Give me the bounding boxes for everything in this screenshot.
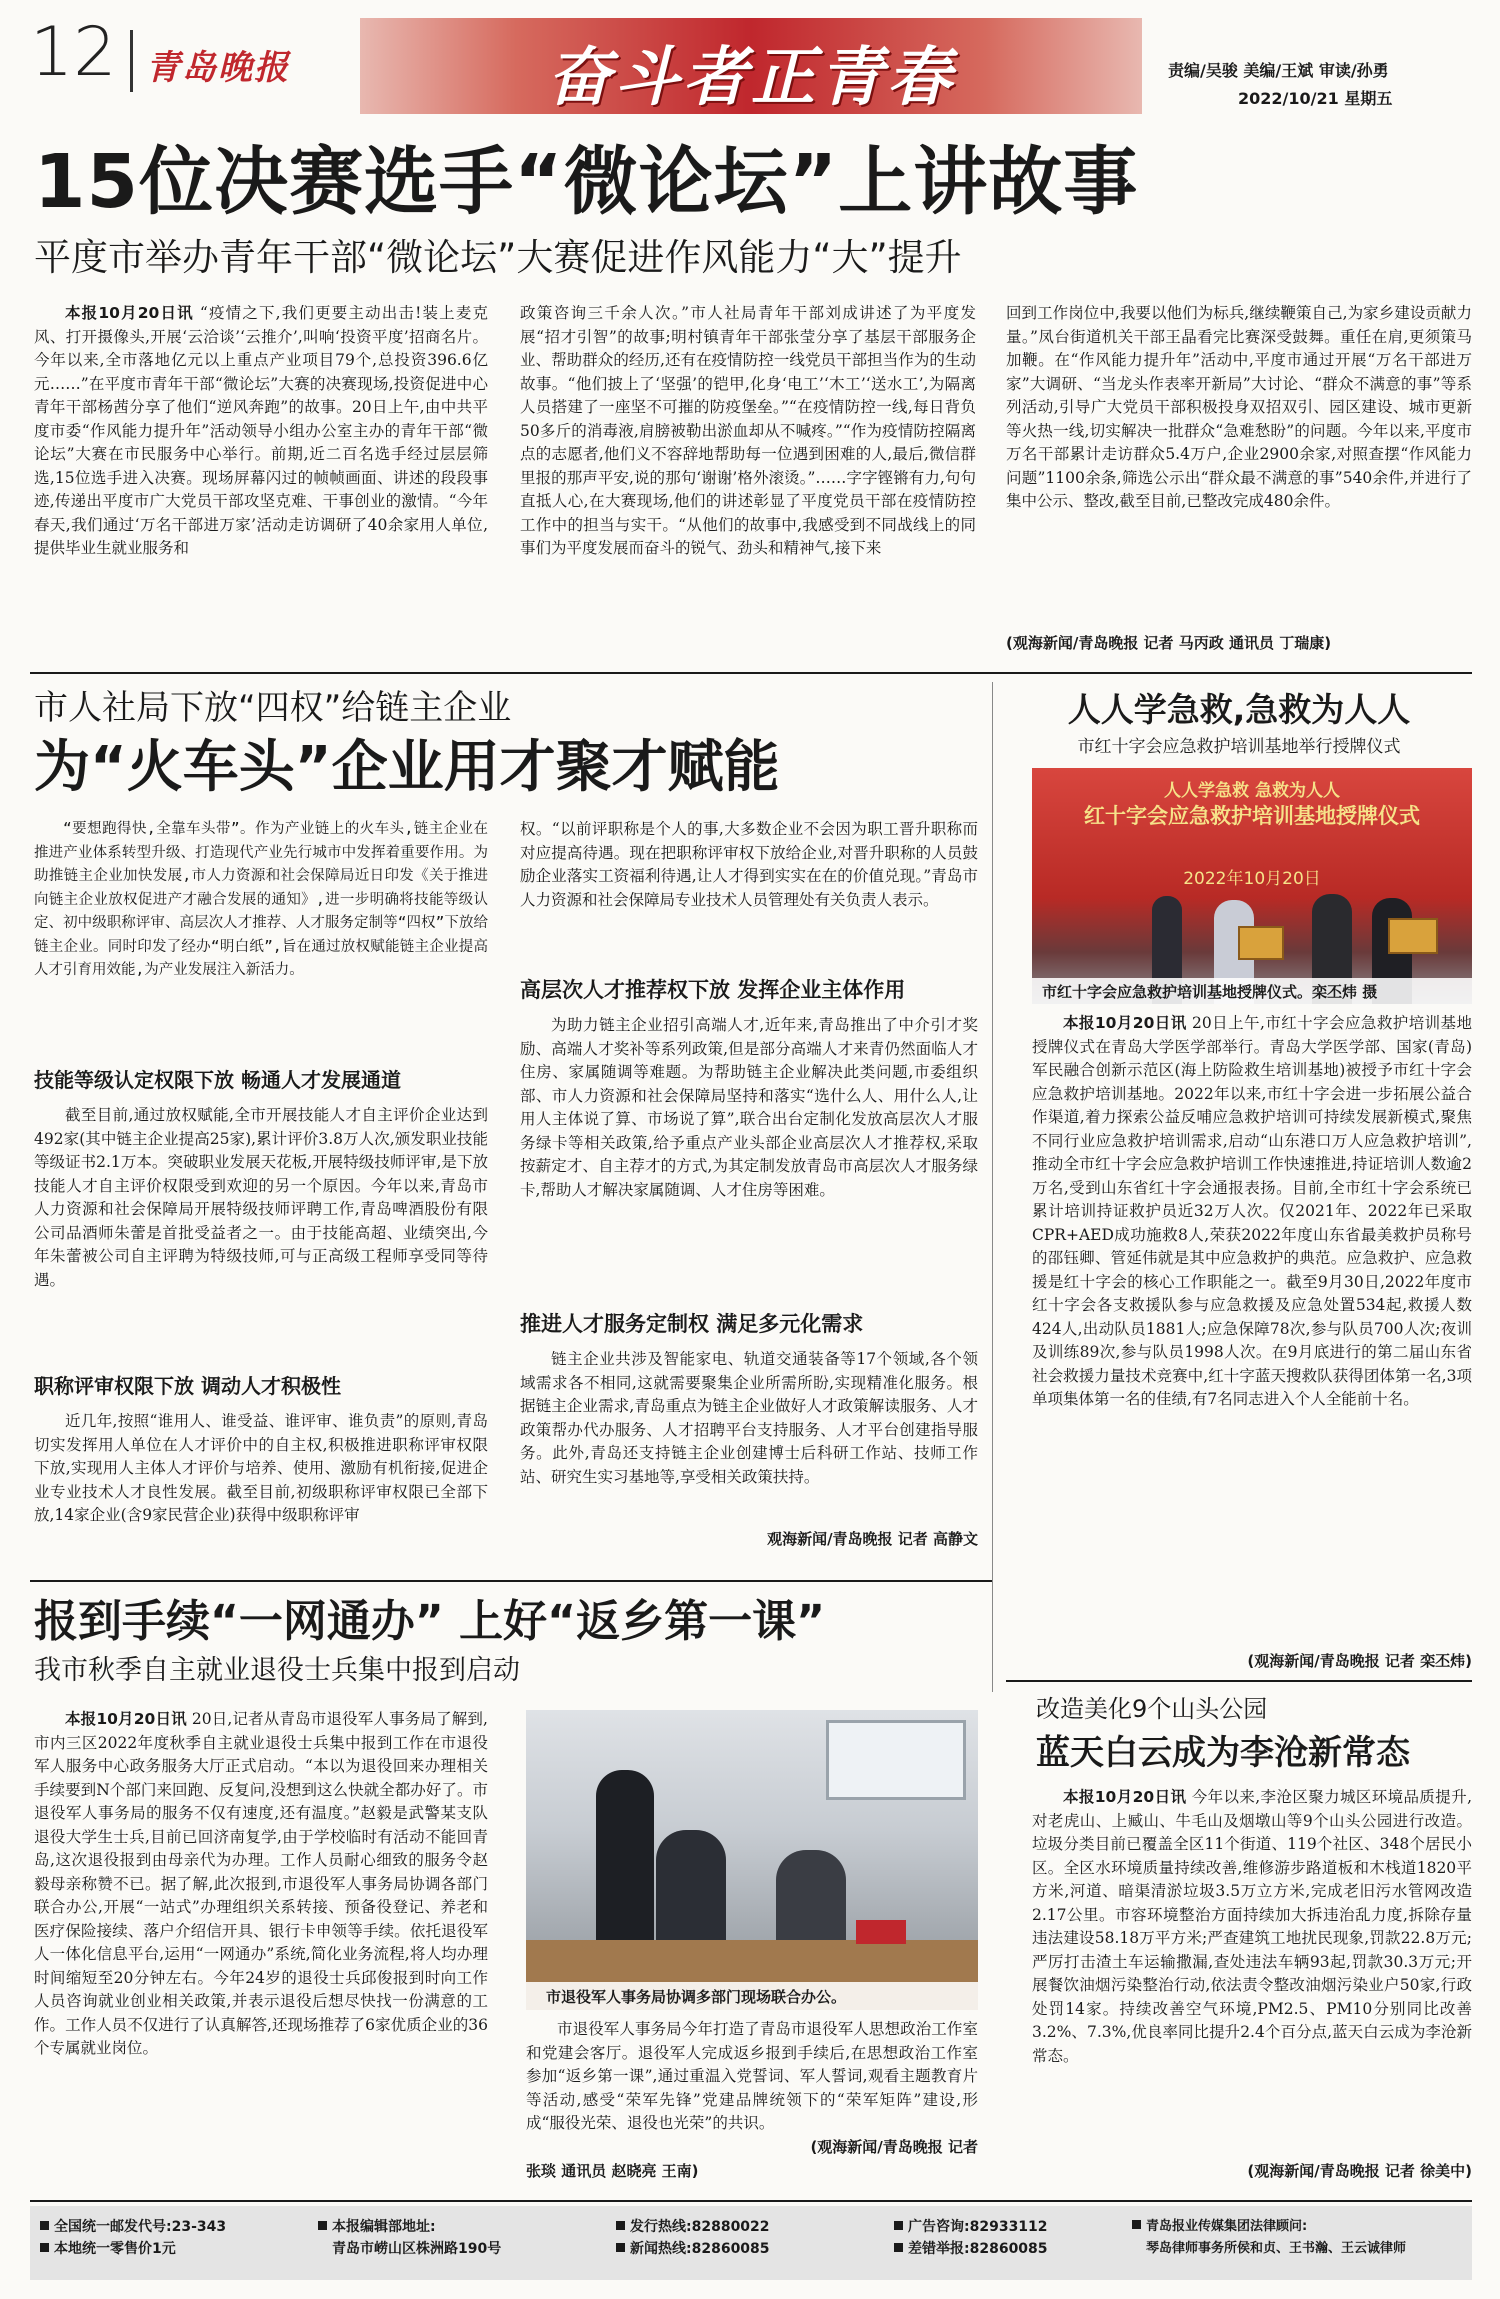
subheading: 高层次人才推荐权下放 发挥企业主体作用 bbox=[520, 978, 906, 1002]
story-veterans-byline-b: 张琰 通讯员 赵晓亮 王南) bbox=[526, 2162, 699, 2180]
footer-text: 发行热线:82880022 bbox=[630, 2219, 770, 2235]
story-talent-col2 bbox=[520, 818, 978, 1574]
editors-line: 责编/吴骏 美编/王斌 审读/孙勇 bbox=[1168, 61, 1389, 80]
footer-rule bbox=[30, 2200, 1472, 2202]
story-veterans-title: 报到手续“一网通办” 上好“返乡第一课” bbox=[34, 1596, 825, 1647]
footer-text: 广告咨询:82933112 bbox=[908, 2219, 1048, 2235]
intro-text: “要想跑得快,全靠车头带”。作为产业链上的火车头,链主企业在推进产业体系转型升级、打造现代产业先行城市中发挥着重要作用。为助推链主企业加快发展,市人力资源和社会保障局近日印发《关于推进向链主企业放权促进产才融合发展的通知》,进一步明确将技能等级认定、初中级职称评审、高层次人才推荐、人才服务定制等“四权”下放给链主企业。同时印发了经办“明白纸”,旨在通过放权赋能链主企业提高人才引育用效能,为产业发展注入新活力。 bbox=[34, 821, 488, 978]
body-text: 市退役军人事务局今年打造了青岛市退役军人思想政治工作室和党建会客厅。退役军人完成返乡报到手续后,在思想政治工作室参加“返乡第一课”,通过重温入党誓词、军人誓词,观看主题教育片等活动,感受“荣军先锋”党建品牌统领下的“荣军矩阵”建设,形成“服役光荣、退役也光荣”的共识。 bbox=[526, 2020, 978, 2132]
story-licang-title: 蓝天白云成为李沧新常态 bbox=[1036, 1733, 1410, 1773]
story-veterans-col2 bbox=[526, 2018, 978, 2138]
footer-text: 青岛报业传媒集团法律顾问: bbox=[1146, 2219, 1308, 2234]
page-number: 12 bbox=[30, 13, 117, 92]
photo-caption: 市红十字会应急救护培训基地授牌仪式。栾丕炜 摄 bbox=[1042, 983, 1378, 1001]
story-micro-forum-byline: (观海新闻/青岛晚报 记者 马丙政 通讯员 丁瑞康) bbox=[1006, 634, 1332, 652]
footer-text: 新闻热线:82860085 bbox=[630, 2241, 770, 2257]
banner-title: 奋斗者正青春 bbox=[547, 40, 955, 115]
lead-label: 本报10月20日讯 bbox=[1063, 1014, 1187, 1032]
body-text: 20日上午,市红十字会应急救护培训基地授牌仪式在青岛大学医学部举行。青岛大学医学部、国家(青岛)军民融合创新示范区(海上防险救生培训基地)被授予市红十字会应急救护培训基地。2022年以来,市红十字会进一步拓展公益合作渠道,着力探索公益反哺应急救护培训可持续发展新模式,聚焦不同行业应急救护培训需求,启动“山东港口万人应急救护培训”,推动全市红十字会应急救护培训工作快速推进,持证培训人数逾2万名,受到山东省红十字会通报表扬。目前,全市红十字会系统已累计培训持证救护员近32万人次。仅2021年、2022年已采取CPR+AED成功施救8人,荣获2022年度山东省最美救护员称号的邵钰卿、管延伟就是其中应急救护的典范。应急救护、应急救援是红十字会的核心工作职能之一。截至9月30日,2022年度市红十字会各支救援队参与应急救援及应急处置534起,救援人数424人,出动队员1881人;应急保障78次,参与队员700人次;夜训及训练89次,参与队员1998人次。在9月底进行的第二届山东省社会救援力量技术竞赛中,红十字蓝天搜救队获得团体第一名,3项单项集体第一名的佳绩,有7名同志进入个人全能前十名。 bbox=[1032, 1014, 1472, 1408]
red-folder bbox=[856, 1920, 906, 1944]
lead-label: 本报10月20日讯 bbox=[1063, 1788, 1187, 1806]
story-first-aid-subtitle: 市红十字会应急救护培训基地举行授牌仪式 bbox=[1077, 737, 1401, 757]
body-text: 截至目前,通过放权赋能,全市开展技能人才自主评价企业达到492家(其中链主企业提高25家),累计评价3.8万人次,颁发职业技能等级证书2.1万本。突破职业发展天花板,开展特级技师评审,是下放技能人才自主评价权限受到欢迎的另一个原因。今年以来,青岛市人力资源和社会保障局开展特级技师评聘工作,青岛啤酒股份有限公司品酒师朱蕾是首批受益者之一。由于技能高超、业绩突出,今年朱蕾被公司自主评聘为特级技师,可与正高级工程师享受同等待遇。 bbox=[34, 1106, 488, 1289]
plaque bbox=[1238, 926, 1284, 960]
story-licang-byline: (观海新闻/青岛晚报 记者 徐美中) bbox=[1247, 2162, 1472, 2180]
plaque bbox=[1388, 918, 1438, 954]
story-talent-byline: 观海新闻/青岛晚报 记者 高静文 bbox=[767, 1530, 978, 1548]
subheading: 技能等级认定权限下放 畅通人才发展通道 bbox=[34, 1068, 401, 1092]
story-licang-body bbox=[1032, 1786, 1472, 2158]
story-talent-col1 bbox=[34, 818, 488, 1574]
footer-text: 琴岛律师事务所侯和贞、王书瀚、王云诚律师 bbox=[1146, 2241, 1407, 2256]
lead-label: 本报10月20日讯 bbox=[65, 304, 194, 322]
footer-text: 本地统一零售价1元 bbox=[54, 2241, 176, 2257]
story-micro-forum-col1 bbox=[34, 302, 488, 642]
story-first-aid-byline: (观海新闻/青岛晚报 记者 栾丕炜) bbox=[1247, 1652, 1472, 1670]
footer-text: 全国统一邮发代号:23-343 bbox=[54, 2219, 227, 2235]
footer-text: 青岛市崂山区株洲路190号 bbox=[332, 2241, 502, 2257]
paper-name: 青岛晚报 bbox=[146, 48, 290, 88]
subheading: 推进人才服务定制权 满足多元化需求 bbox=[520, 1312, 864, 1336]
masthead bbox=[0, 0, 1500, 120]
issue-date: 2022/10/21 星期五 bbox=[1238, 89, 1393, 108]
body-text: 20日,记者从青岛市退役军人事务局了解到,市内三区2022年度秋季自主就业退役士兵集中报到工作在市退役军人服务中心政务服务大厅正式启动。“本以为退役回来办理相关手续要到N个部门来回跑、反复问,没想到这么快就全都办好了。市退役军人事务局的服务不仅有速度,还有温度。”赵毅是武警某支队退役大学生士兵,目前已回济南复学,由于学校临时有活动不能回青岛,这次退役报到由母亲代为办理。工作人员耐心细致的服务令赵毅母亲称赞不已。据了解,此次报到,市退役军人事务局协调各部门联合办公,开展“一站式”办理组织关系转接、预备役登记、养老和医疗保险接续、落户介绍信开具、银行卡申领等手续。依托退役军人一体化信息平台,运用“一网通办”系统,简化业务流程,将人均办理时间缩短至20分钟左右。今年24岁的退役士兵邱俊报到时向工作人员咨询就业创业相关政策,并表示退役后想尽快找一份满意的工作。工作人员不仅进行了认真解答,还现场推荐了6家优质企业的36个专属就业岗位。 bbox=[34, 1710, 488, 2057]
body-text: 今年以来,李沧区聚力城区环境品质提升,对老虎山、上臧山、牛毛山及烟墩山等9个山头公园进行改造。垃圾分类目前已覆盖全区11个街道、119个社区、348个居民小区。全区水环境质量持续改善,维修游步路道板和木栈道1820平方米,河道、暗渠清淤垃圾3.5万立方米,完成老旧污水管网改造2.17公里。市容环境整治方面持续加大拆违治乱力度,拆除存量违法建设58.18万平方米;严查建筑工地扰民现象,罚款22.8万元;严厉打击渣土车运输撒漏,查处违法车辆93起,罚款30.3万元;开展餐饮油烟污染整治行动,依法责令整改油烟污染业户50家,行政处罚14家。持续改善空气环境,PM2.5、PM10分别同比改善3.2%、7.3%,优良率同比提升2.4个百分点,蓝天白云成为李沧新常态。 bbox=[1032, 1788, 1472, 2065]
first-aid-ceremony-photo bbox=[1032, 768, 1472, 1004]
story-talent-kicker: 市人社局下放“四权”给链主企业 bbox=[34, 688, 512, 728]
story-veterans-subtitle: 我市秋季自主就业退役士兵集中报到启动 bbox=[34, 1655, 520, 1686]
story-first-aid-body bbox=[1032, 1012, 1472, 1644]
section-divider bbox=[30, 1580, 992, 1582]
footer-legal bbox=[1132, 2216, 1468, 2260]
photo-banner-line1: 人人学急救 急救为人人 bbox=[1164, 781, 1340, 801]
photo-banner-line2: 红十字会应急救护培训基地授牌仪式 bbox=[1084, 803, 1420, 828]
section-banner bbox=[360, 18, 1142, 114]
photo-caption: 市退役军人事务局协调多部门现场联合办公。 bbox=[546, 1988, 847, 2006]
footer-text: 差错举报:82860085 bbox=[908, 2241, 1048, 2257]
body-text: 为助力链主企业招引高端人才,近年来,青岛推出了中介引才奖励、高端人才奖补等系列政策,但是部分高端人才来青仍然面临人才住房、家属随调等难题。为帮助链主企业解决此类问题,市委组织部、市人力资源和社会保障局坚持和落实“选什么人、用什么人,让用人主体说了算、市场说了算”,联合出台定制化发放高层次人才服务绿卡等相关政策,给予重点产业头部企业高层次人才推荐权,采取按薪定才、自主荐才的方式,为其定制发放青岛市高层次人才服务绿卡,帮助人才解决家属随调、人才住房等困难。 bbox=[520, 1016, 978, 1199]
veterans-office-photo bbox=[526, 1710, 978, 2010]
story-micro-forum-subtitle: 平度市举办青年干部“微论坛”大赛促进作风能力“大”提升 bbox=[34, 236, 962, 279]
story-micro-forum-col2 bbox=[520, 302, 976, 654]
story-veterans-byline-a: (观海新闻/青岛晚报 记者 bbox=[810, 2138, 978, 2156]
subheading: 职称评审权限下放 调动人才积极性 bbox=[34, 1374, 341, 1398]
body-text: 链主企业共涉及智能家电、轨道交通装备等17个领域,各个领域需求各不相同,这就需要聚集企业所需所盼,实现精准化服务。根据链主企业需求,青岛重点为链主企业做好人才政策解读服务、人才政策帮办代办服务、人才招聘平台支持服务、人才平台创建指导服务。此外,青岛还支持链主企业创建博士后科研工作站、技师工作站、研究生实习基地等,享受相关政策扶持。 bbox=[520, 1350, 978, 1486]
footer-postal bbox=[40, 2216, 310, 2260]
story-licang-kicker: 改造美化9个山头公园 bbox=[1036, 1695, 1268, 1723]
body-text: 近几年,按照“谁用人、谁受益、谁评审、谁负责”的原则,青岛切实发挥用人单位在人才评价中的自主权,积极推进职称评审权限下放,实现用人主体人才评价与培养、使用、激励有机衔接,促进企业专业技术人才良性发展。截至目前,初级职称评审权限已全部下放,14家企业(含9家民营企业)获得中级职称评审 bbox=[34, 1412, 488, 1524]
photo-date: 2022年10月20日 bbox=[1183, 869, 1321, 889]
story-micro-forum-col3 bbox=[1006, 302, 1472, 628]
story-veterans-col1 bbox=[34, 1708, 488, 2180]
footer-ads bbox=[894, 2216, 1124, 2260]
story-first-aid-title: 人人学急救,急救为人人 bbox=[1067, 690, 1411, 729]
body-text: 回到工作岗位中,我要以他们为标兵,继续鞭策自己,为家乡建设贡献力量。”凤台街道机关干部王晶看完比赛深受鼓舞。重任在肩,更须策马加鞭。在“作风能力提升年”活动中,平度市通过开展“万名干部进万家”大调研、“当龙头作表率开新局”大讨论、“群众不满意的事”等系列活动,引导广大党员干部积极投身双招双引、园区建设、城市更新等火热一线,切实解决一批群众“急难愁盼”的问题。今年以来,平度市万名干部累计走访群众5.4万户,企业2900余家,对照查摆“作风能力问题”1100余条,筛选公示出“群众最不满意的事”540余件,并进行了集中公示、整改,截至目前,已整改完成480余件。 bbox=[1006, 304, 1472, 510]
office-window bbox=[826, 1720, 966, 1800]
column-rule bbox=[992, 682, 993, 1692]
section-divider bbox=[30, 672, 1472, 674]
page-number-divider bbox=[130, 30, 133, 92]
story-micro-forum-title: 15位决赛选手“微论坛”上讲故事 bbox=[34, 139, 1139, 225]
footer-address bbox=[318, 2216, 588, 2260]
footer-text: 本报编辑部地址: bbox=[332, 2219, 436, 2235]
body-text: “疫情之下,我们更要主动出击!装上麦克风、打开摄像头,开展‘云洽谈’‘云推介’,叫响‘投资平度’招商名片。今年以来,全市落地亿元以上重点产业项目79个,总投资396.6亿元……”在平度市青年干部“微论坛”大赛的决赛现场,投资促进中心青年干部杨茜分享了他们“逆风奔跑”的故事。20日上午,由中共平度市委“作风能力提升年”活动领导小组办公室主办的青年干部“微论坛”大赛在市民服务中心举行。前期,近二百名选手经过层层筛选,15位选手进入决赛。现场屏幕闪过的帧帧画面、讲述的段段事迹,传递出平度市广大党员干部攻坚克难、干事创业的激情。“今年春天,我们通过‘万名干部进万家’活动走访调研了40余家用人单位,提供毕业生就业服务和 bbox=[34, 304, 488, 557]
footer-hotlines bbox=[616, 2216, 866, 2260]
body-text: 政策咨询三千余人次。”市人社局青年干部刘成讲述了为平度发展“招才引智”的故事;明村镇青年干部张莹分享了基层干部服务企业、帮助群众的经历,还有在疫情防控一线党员干部担当作为的生动故事。“他们披上了‘坚强’的铠甲,化身‘电工’‘木工’‘送水工’,为隔离人员搭建了一座坚不可摧的防疫堡垒。”“在疫情防控一线,每日背负50多斤的消毒液,肩膀被勒出淤血却从不喊疼。”“作为疫情防控隔离点的志愿者,他们义不容辞地帮助每一位遇到困难的人,最后,微信群里报的那声平安,说的那句‘谢谢’格外滚烫。”……字字铿锵有力,句句直抵人心,在大赛现场,他们的讲述彰显了平度党员干部在疫情防控工作中的担当与实干。“从他们的故事中,我感受到不同战线上的同事们为平度发展而奋斗的锐气、劲头和精神气,接下来 bbox=[520, 304, 976, 557]
lead-label: 本报10月20日讯 bbox=[65, 1710, 187, 1728]
body-text: 权。“以前评职称是个人的事,大多数企业不会因为职工晋升职称而对应提高待遇。现在把职称评审权下放给企业,对晋升职称的人员鼓励企业落实工资福利待遇,让人才得到实实在在的价值兑现。”青岛市人力资源和社会保障局专业技术人员管理处有关负责人表示。 bbox=[520, 820, 978, 909]
section-divider bbox=[1006, 1680, 1472, 1682]
story-talent-title: 为“火车头”企业用才聚才赋能 bbox=[34, 735, 780, 800]
